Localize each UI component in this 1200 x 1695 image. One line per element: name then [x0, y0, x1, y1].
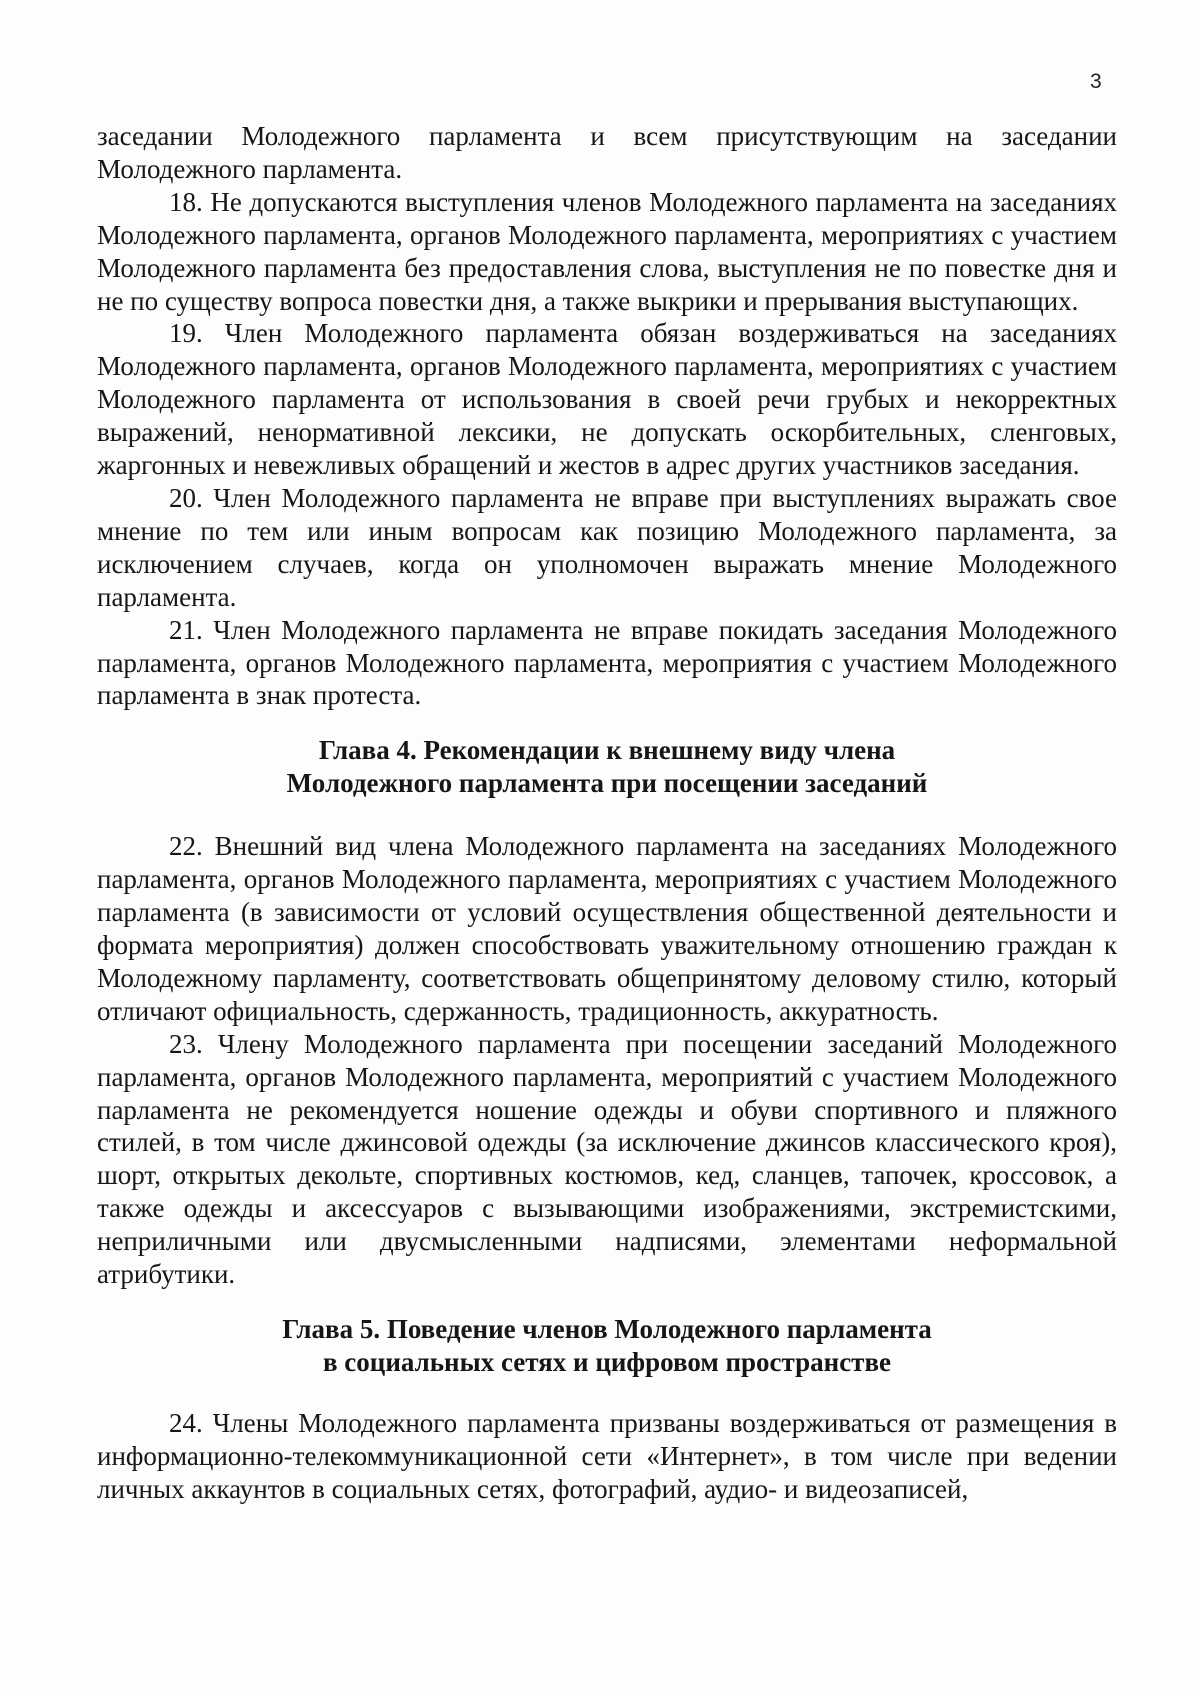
chapter-4-heading-line-1: Глава 4. Рекомендации к внешнему виду члена	[318, 735, 896, 766]
paragraph-continuation: заседании Молодежного парламента и всем присутствующим на заседании Молодежного парламента.	[97, 121, 1117, 184]
page-number: 3	[1090, 70, 1102, 93]
paragraph-18: 18. Не допускаются выступления членов Молодежного парламента на заседаниях Молодежного парламента, органов Молодежного парламента, мероприятиях с участием Молодежного парламента без предоставления слова, выступления не по повестке дня и не по существу вопроса повестки дня, а также выкрики и прерывания выступающих.	[97, 186, 1117, 316]
paragraph-22: 22. Внешний вид члена Молодежного парламента на заседаниях Молодежного парламента, органов Молодежного парламента, мероприятиях с участием Молодежного парламента (в зависимости от условий осуществления общественной деятельности и формата мероприятия) должен способствовать уважительному отношению граждан к Молодежному парламенту, соответствовать общепринятому деловому стилю, который отличают официальность, сдержанность, традиционность, аккуратность.	[97, 831, 1117, 1026]
chapter-5-heading-line-1: Глава 5. Поведение членов Молодежного парламента	[282, 1314, 932, 1344]
chapter-5-heading	[97, 1313, 1117, 1379]
document-body	[97, 120, 1117, 1506]
paragraph-23: 23. Члену Молодежного парламента при посещении заседаний Молодежного парламента, органов Молодежного парламента, мероприятий с участием Молодежного парламента не рекомендуется ношение одежды и обуви спортивного и пляжного стилей, в том числе джинсовой одежды (за исключение джинсов классического кроя), шорт, открытых декольте, спортивных костюмов, кед, сланцев, тапочек, кроссовок, а также одежды и аксессуаров с вызывающими изображениями, экстремистскими, неприличными или двусмысленными надписями, элементами неформальной атрибутики.	[97, 1028, 1117, 1290]
paragraph-21: 21. Член Молодежного парламента не вправе покидать заседания Молодежного парламента, органов Молодежного парламента, мероприятия с участием Молодежного парламента в знак протеста.	[97, 614, 1117, 711]
chapter-4-heading	[97, 734, 1117, 800]
paragraph-20: 20. Член Молодежного парламента не вправе при выступлениях выражать свое мнение по тем или иным вопросам как позицию Молодежного парламента, за исключением случаев, когда он уполномочен выражать мнение Молодежного парламента.	[97, 482, 1117, 612]
paragraph-19: 19. Член Молодежного парламента обязан воздерживаться на заседаниях Молодежного парламента, органов Молодежного парламента, мероприятиях с участием Молодежного парламента от использования в своей речи грубых и некорректных выражений, ненормативной лексики, не допускать оскорбительных, сленговых, жаргонных и невежливых обращений и жестов в адрес других участников заседания.	[97, 318, 1117, 481]
chapter-5-heading-line-2: в социальных сетях и цифровом пространстве	[322, 1347, 892, 1377]
paragraph-24: 24. Члены Молодежного парламента призваны воздерживаться от размещения в информационно-телекоммуникационной сети «Интернет», в том числе при ведении личных аккаунтов в социальных сетях, фотографий, аудио- и видеозаписей,	[97, 1408, 1117, 1504]
chapter-4-heading-line-2: Молодежного парламента при посещении заседаний	[286, 768, 928, 799]
